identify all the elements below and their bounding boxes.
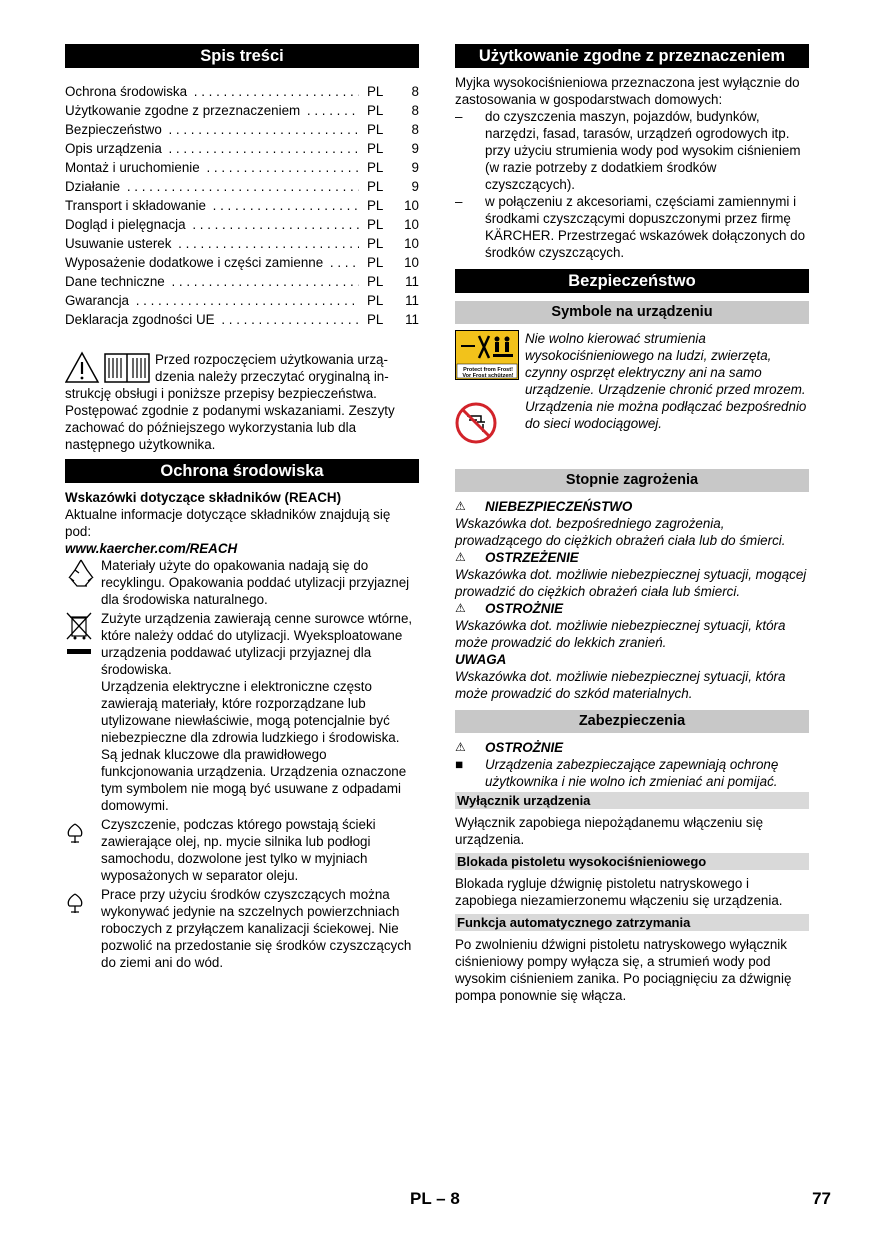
reach-link[interactable]: www.kaercher.com/REACH: [65, 541, 238, 556]
hazard-level-head: ⚠ OSTROŻNIE: [455, 601, 564, 616]
no-spray-frost-icon: [455, 330, 525, 398]
footer-page-number: 77: [812, 1189, 831, 1208]
toc-row[interactable]: [65, 82, 419, 101]
bullet-square-icon: ■: [455, 757, 464, 772]
toc-entry-lang: PL: [367, 160, 384, 175]
symbol-2: [455, 398, 809, 448]
warning-icon: ⚠: [455, 550, 466, 564]
intro-line-3: strukcję obsługi i poniższe przepisy bezpieczeństwa. Postępować zgodnie z podanymi wskazaniami. Zeszyty zachować do późniejszego wykorzystania lub dla następnego użytkownika.: [65, 386, 395, 452]
levels-title: Stopnie zagrożenia: [455, 469, 809, 492]
toc-entry-lang: PL: [367, 255, 384, 270]
intro-line-1: Przed rozpoczęciem użytkowania urzą-: [155, 352, 388, 367]
use-text: Myjka wysokociśnieniowa przeznaczona jest wyłącznie do zastosowania w gospodarstwach domowych:: [455, 75, 800, 107]
symbol-1: [455, 330, 809, 398]
toc-row[interactable]: [65, 158, 419, 177]
safety-title: Bezpieczeństwo: [455, 269, 809, 293]
toc-entry-page: 9: [411, 179, 419, 194]
toc-entry-page: 10: [404, 198, 419, 213]
intro-line-2: dzenia należy przeczytać oryginalną in-: [155, 369, 389, 384]
toc-entry-lang: PL: [367, 312, 384, 327]
hazard-levels: [455, 498, 809, 702]
crossed-bin-icon: [65, 610, 101, 814]
use-title: Użytkowanie zgodne z przeznaczeniem: [455, 44, 809, 68]
toc-entry-lang: PL: [367, 293, 384, 308]
hazard-level-text: Wskazówka dot. możliwie niebezpiecznej sytuacji, która może prowadzić do lekkich zranień.: [455, 618, 786, 650]
weee-text-2: Urządzenia elektryczne i elektroniczne często zawierają materiały, które rozporządzane lub utylizowane niewłaściwie, mogą potencjalnie być niebezpieczne dla zdrowia ludzkiego i środowiska. Są jednak kluczowe dla prawidłowego funkcjonowania urządzenia. Urządzenia oznaczone tym symbolem nie mogą być usuwane z odpadami domowymi.: [101, 679, 407, 813]
symbol-2-text: Urządzenia nie można podłączać bezpośrednio do sieci wodociągowej.: [525, 399, 807, 431]
toc-entry-title: Działanie: [65, 179, 123, 194]
toc-row[interactable]: [65, 139, 419, 158]
warning-book-icon: [65, 351, 151, 389]
toc-row[interactable]: [65, 120, 419, 139]
footer-lang-page: PL – 8: [410, 1189, 460, 1208]
toc-title: Spis treści: [65, 44, 419, 68]
toc-row[interactable]: [65, 272, 419, 291]
toc-entry-lang: PL: [367, 179, 384, 194]
symbols-title: Symbole na urządzeniu: [455, 301, 809, 324]
toc-entry-lang: PL: [367, 84, 384, 99]
switch-text: Wyłącznik zapobiega niepożądanemu włączeniu się urządzenia.: [455, 815, 764, 847]
toc-entry-lang: PL: [367, 217, 384, 232]
toc-row[interactable]: [65, 310, 419, 329]
devices-warning: ⚠ OSTROŻNIE: [455, 740, 564, 755]
toc-entry-page: 8: [411, 84, 419, 99]
toc-entry-lang: PL: [367, 122, 384, 137]
toc-entry-title: Opis urządzenia: [65, 141, 165, 156]
toc-entry-title: Transport i składowanie: [65, 198, 209, 213]
hazard-level-text: Wskazówka dot. możliwie niebezpiecznej sytuacji, mogącej prowadzić do ciężkich obrażeń ciała lub śmierci.: [455, 567, 807, 599]
toc-entry-lang: PL: [367, 141, 384, 156]
table-of-contents: [65, 82, 419, 329]
hazard-level-head: ⚠ NIEBEZPIECZEŃSTWO: [455, 499, 633, 514]
symbol-1-text: Nie wolno kierować strumienia wysokociśnieniowego na ludzi, zwierzęta, czynny osprzęt elektryczny ani na samo urządzenie. Urządzenie chronić przed mrozem.: [525, 331, 806, 397]
environment-icon: [65, 816, 101, 884]
weee-note: [65, 610, 419, 814]
toc-entry-lang: PL: [367, 103, 384, 118]
use-item-2: – w połączeniu z akcesoriami, częściami zamiennymi i środkami czyszczącymi dopuszczonymi przez firmę KÄRCHER. Przestrzegać wskazówek dołączonych do środków czyszczących.: [455, 194, 806, 260]
left-column: [65, 44, 419, 971]
toc-entry-title: Wyposażenie dodatkowe i części zamienne: [65, 255, 326, 270]
toc-entry-lang: PL: [367, 198, 384, 213]
toc-entry-page: 9: [411, 160, 419, 175]
toc-entry-lang: PL: [367, 236, 384, 251]
toc-row[interactable]: [65, 215, 419, 234]
devices-item: ■ Urządzenia zabezpieczające zapewniają ochronę użytkownika i nie wolno ich zmieniać ani pomijać.: [455, 757, 779, 789]
warning-icon: ⚠: [455, 499, 466, 513]
toc-entry-page: 11: [405, 293, 419, 308]
warning-icon: ⚠: [455, 740, 466, 754]
toc-entry-page: 11: [405, 312, 419, 327]
toc-entry-page: 8: [411, 122, 419, 137]
hazard-level-text: Wskazówka dot. bezpośredniego zagrożenia, prowadzącego do ciężkich obrażeń ciała lub do śmierci.: [455, 516, 786, 548]
toc-entry-title: Deklaracja zgodności UE: [65, 312, 218, 327]
recycle-note: [65, 557, 419, 608]
toc-entry-title: Dogląd i pielęgnacja: [65, 217, 189, 232]
toc-entry-page: 8: [411, 103, 419, 118]
chem-note: [65, 886, 419, 971]
toc-row[interactable]: [65, 101, 419, 120]
no-mains-water-icon: [455, 398, 525, 448]
devices-title: Zabezpieczenia: [455, 710, 809, 733]
reach-heading: Wskazówki dotyczące składników (REACH): [65, 490, 342, 505]
hazard-level-text: Wskazówka dot. możliwie niebezpiecznej sytuacji, która może prowadzić do szkód materialnych.: [455, 669, 786, 701]
switch-title: Wyłącznik urządzenia: [455, 792, 809, 809]
toc-entry-title: Bezpieczeństwo: [65, 122, 165, 137]
toc-row[interactable]: [65, 253, 419, 272]
environment-icon-2: [65, 886, 101, 971]
toc-row[interactable]: [65, 177, 419, 196]
symbol-label-1: Protect from Frost!: [463, 367, 513, 373]
hazard-level-head: UWAGA: [455, 652, 507, 667]
auto-text: Po zwolnieniu dźwigni pistoletu natryskowego wyłącznik ciśnieniowy pompy wyłącza się, a strumień wody pod wysokim ciśnieniem zanika. Po pociągnięciu za dźwignię pompa ponownie się włącza.: [455, 937, 792, 1003]
toc-row[interactable]: [65, 234, 419, 253]
oil-text: Czyszczenie, podczas którego powstają ścieki zawierające olej, np. mycie silnika lub podłogi samochodu, dozwolone jest tylko w myjniach wyposażonych w separator oleju.: [101, 817, 376, 883]
intro-block: [65, 351, 419, 453]
lock-title: Blokada pistoletu wysokociśnieniowego: [455, 853, 809, 870]
lock-text: Blokada rygluje dźwignię pistoletu natryskowego i zapobiega niezamierzonemu włączeniu się urządzenia.: [455, 876, 783, 908]
symbol-label-2: Vor Frost schützen!: [462, 373, 514, 379]
toc-entry-page: 9: [411, 141, 419, 156]
environment-title: Ochrona środowiska: [65, 459, 419, 483]
toc-entry-page: 10: [404, 255, 419, 270]
toc-entry-title: Dane techniczne: [65, 274, 168, 289]
toc-entry-page: 10: [404, 236, 419, 251]
use-item-1: – do czyszczenia maszyn, pojazdów, budynków, narzędzi, fasad, tarasów, urządzeń ogrodowych itp. przy użyciu strumienia wody pod wysokim ciśnieniem (w razie potrzeby z dodatkiem środków czyszczących).: [455, 109, 801, 192]
toc-row[interactable]: [65, 196, 419, 215]
right-column: [455, 44, 809, 1004]
recycle-text: Materiały użyte do opakowania nadają się do recyklingu. Opakowania poddać utylizacji przyjaznej dla środowiska naturalnego.: [101, 558, 410, 607]
chem-text: Prace przy użyciu środków czyszczących można wykonywać jedynie na szczelnych powierzchniach roboczych z przyłączem kanalizacji ściekowej. Nie pozwolić na przedostanie się środków czyszczących do ziemi ani do wód.: [101, 887, 412, 970]
toc-entry-page: 10: [404, 217, 419, 232]
toc-row[interactable]: [65, 291, 419, 310]
toc-entry-title: Ochrona środowiska: [65, 84, 190, 99]
toc-entry-title: Gwarancja: [65, 293, 132, 308]
toc-entry-title: Usuwanie usterek: [65, 236, 174, 251]
weee-text-1: Zużyte urządzenia zawierają cenne surowce wtórne, które należy oddać do utylizacji. Wyeksploatowane urządzenia poddawać utylizacji przyjaznej dla środowiska.: [101, 611, 413, 677]
toc-entry-page: 11: [405, 274, 419, 289]
toc-entry-title: Użytkowanie zgodne z przeznaczeniem: [65, 103, 303, 118]
auto-title: Funkcja automatycznego zatrzymania: [455, 914, 809, 931]
oil-note: [65, 816, 419, 884]
toc-entry-lang: PL: [367, 274, 384, 289]
reach-text: Aktualne informacje dotyczące składników znajdują się pod:: [65, 507, 391, 539]
hazard-level-head: ⚠ OSTRZEŻENIE: [455, 550, 579, 565]
recycle-icon: [65, 557, 101, 608]
warning-icon: ⚠: [455, 601, 466, 615]
toc-entry-title: Montaż i uruchomienie: [65, 160, 203, 175]
